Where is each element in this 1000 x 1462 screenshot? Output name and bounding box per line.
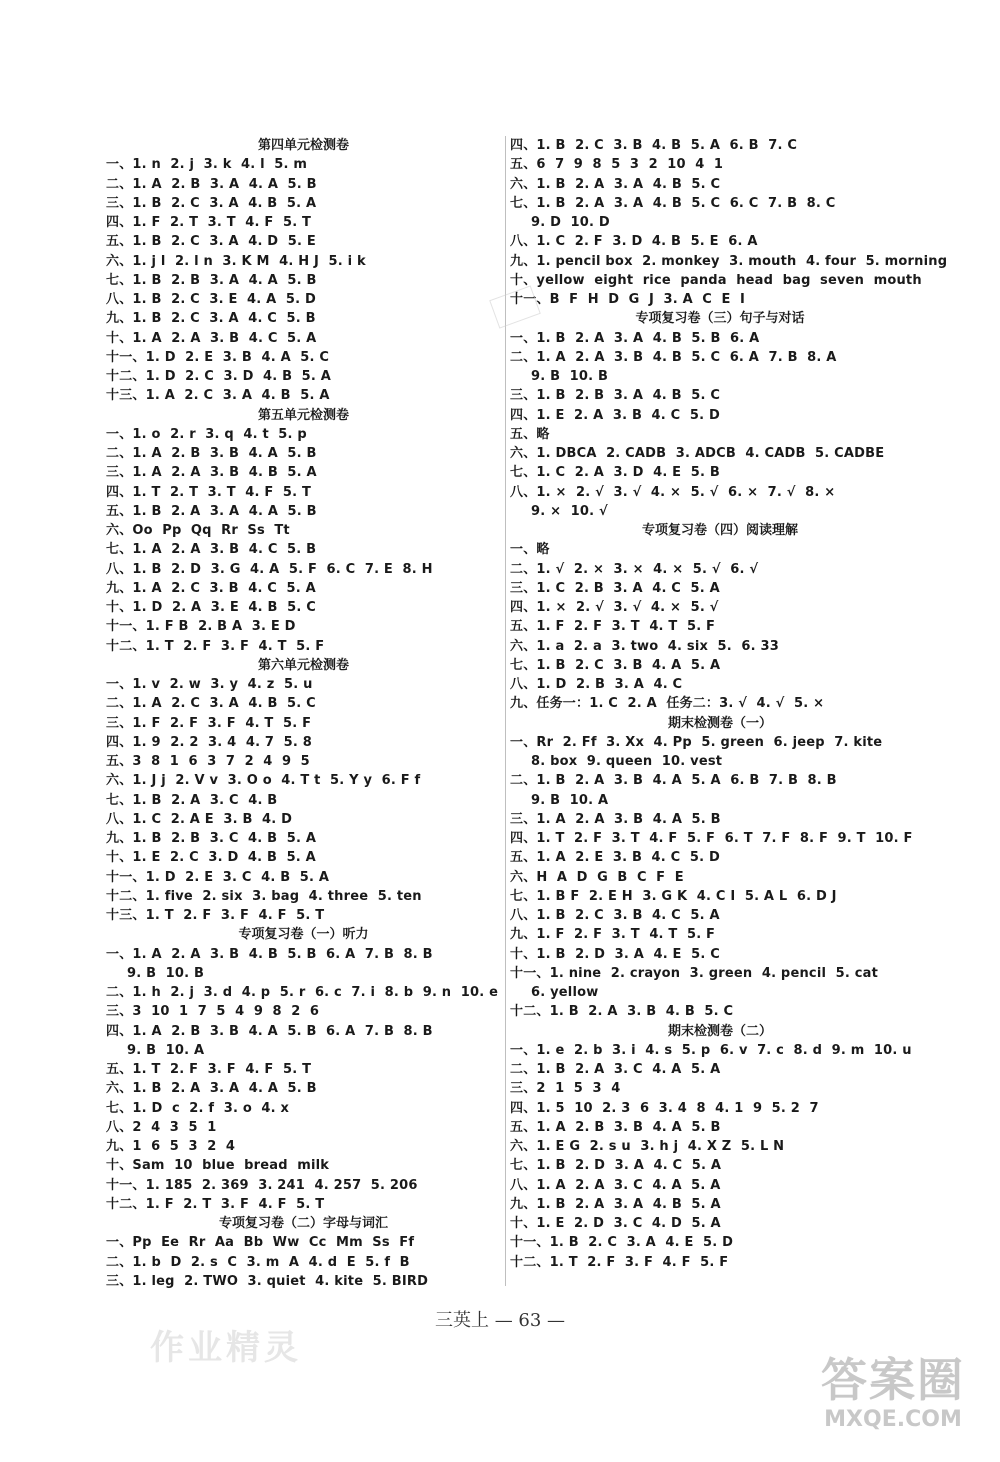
answer-line: 八、1. C 2. A E 3. B 4. D <box>106 811 293 827</box>
answer-line: 二、1. B 2. A 3. C 4. A 5. A <box>510 1062 721 1077</box>
answer-line: 十、1. B 2. D 3. A 4. E 5. C <box>510 946 720 962</box>
answer-line: 三、3 10 1 7 5 4 9 8 2 6 <box>106 1004 320 1020</box>
answer-line: 9. B 10. A <box>531 792 609 808</box>
answer-line: 七、1. D c 2. f 3. o 4. x <box>106 1100 290 1116</box>
answer-line: 一、1. A 2. A 3. B 4. B 5. B 6. A 7. B 8. B <box>106 946 433 962</box>
answer-line: 五、1. B 2. C 3. A 4. D 5. E <box>106 234 316 250</box>
section-title: 期末检测卷（二） <box>667 1023 772 1039</box>
answer-line: 九、1. B 2. C 3. A 4. C 5. B <box>106 311 316 327</box>
answer-line: 9. × 10. √ <box>531 503 608 519</box>
answer-line: 五、1. F 2. F 3. T 4. T 5. F <box>510 619 716 635</box>
answer-line: 一、1. B 2. A 3. A 4. B 5. B 6. A <box>510 330 760 346</box>
page-number: — 63 — <box>494 1310 566 1331</box>
answer-line: 一、略 <box>510 542 550 558</box>
answer-line: 十一、B F H D G J 3. A C E I <box>510 292 746 307</box>
answer-line: 二、1. A 2. B 3. B 4. A 5. B <box>106 446 317 461</box>
answer-line: 八、1. C 2. F 3. D 4. B 5. E 6. A <box>510 234 758 250</box>
answer-line: 九、1. B 2. B 3. C 4. B 5. A <box>106 831 317 846</box>
answer-line: 六、1. j l 2. l n 3. K M 4. H J 5. i k <box>106 253 366 269</box>
answer-line: 四、1. A 2. B 3. B 4. A 5. B 6. A 7. B 8. B <box>106 1023 433 1039</box>
answer-line: 三、1. B 2. C 3. A 4. B 5. A <box>106 195 317 211</box>
answer-line: 三、1. F 2. F 3. F 4. T 5. F <box>106 715 312 731</box>
answer-line: 八、1. B 2. C 3. B 4. C 5. A <box>510 908 720 923</box>
left-answer-column <box>106 136 501 1291</box>
answer-line: 十二、1. T 2. F 3. F 4. F 5. F <box>510 1254 729 1270</box>
answer-line: 二、1. b D 2. s C 3. m A 4. d E 5. f B <box>106 1254 410 1270</box>
answer-line: 9. B 10. B <box>531 369 609 384</box>
answer-line: 五、1. T 2. F 3. F 4. F 5. T <box>106 1062 312 1077</box>
answer-line: 8. box 9. queen 10. vest <box>531 754 723 769</box>
section-title: 第五单元检测卷 <box>257 407 349 423</box>
answer-line: 十、1. E 2. C 3. D 4. B 5. A <box>106 850 316 866</box>
answer-line: 九、1. A 2. C 3. B 4. C 5. A <box>106 580 316 596</box>
answer-line: 五、6 7 9 8 5 3 2 10 4 1 <box>510 157 724 173</box>
answer-line: 四、1. E 2. A 3. B 4. C 5. D <box>510 407 720 423</box>
answer-line: 十一、1. D 2. E 3. C 4. B 5. A <box>106 869 330 885</box>
answer-line: 四、1. T 2. T 3. T 4. F 5. T <box>106 484 312 500</box>
answer-line: 十、1. D 2. A 3. E 4. B 5. C <box>106 600 316 615</box>
answer-line: 五、1. A 2. E 3. B 4. C 5. D <box>510 850 720 866</box>
answer-line: 一、1. v 2. w 3. y 4. z 5. u <box>106 677 313 692</box>
answer-line: 六、1. E G 2. s u 3. h j 4. X Z 5. L N <box>510 1139 785 1154</box>
answer-line: 九、1. F 2. F 3. T 4. T 5. F <box>510 927 716 943</box>
answer-line: 五、略 <box>510 426 550 442</box>
answer-line: 七、1. B F 2. E H 3. G K 4. C I 5. A L 6. D J <box>510 888 837 904</box>
answer-line: 四、1. 9 2. 2 3. 4 4. 7 5. 8 <box>106 734 312 750</box>
right-answer-column <box>510 136 948 1272</box>
footer-label: 三英上 <box>434 1310 489 1331</box>
answer-line: 五、3 8 1 6 3 7 2 4 9 5 <box>106 754 310 769</box>
answer-line: 一、Pp Ee Rr Aa Bb Ww Cc Mm Ss Ff <box>106 1235 415 1251</box>
section-title: 专项复习卷（三）句子与对话 <box>635 311 805 327</box>
section-title: 第四单元检测卷 <box>257 138 349 153</box>
answer-line: 十一、1. nine 2. crayon 3. green 4. pencil 5. cat <box>510 965 878 981</box>
answer-line: 五、1. A 2. B 3. B 4. A 5. B <box>510 1119 721 1135</box>
answer-line: 七、1. B 2. D 3. A 4. C 5. A <box>510 1158 722 1174</box>
answer-line: 六、1. DBCA 2. CADB 3. ADCB 4. CADB 5. CADBE <box>510 446 885 461</box>
answer-line: 四、1. B 2. C 3. B 4. B 5. A 6. B 7. C <box>510 138 798 153</box>
answer-line: 五、1. B 2. A 3. A 4. A 5. B <box>106 503 317 519</box>
answer-line: 八、1. B 2. C 3. E 4. A 5. D <box>106 292 316 307</box>
answer-line: 七、1. B 2. C 3. B 4. A 5. A <box>510 657 721 673</box>
answer-line: 十三、1. A 2. C 3. A 4. B 5. A <box>106 388 330 404</box>
answer-line: 八、1. × 2. √ 3. √ 4. × 5. √ 6. × 7. √ 8. × <box>510 484 836 500</box>
answer-line: 十一、1. 185 2. 369 3. 241 4. 257 5. 206 <box>106 1177 418 1193</box>
answer-line: 六、Oo Pp Qq Rr Ss Tt <box>106 523 290 538</box>
answer-line: 九、1. B 2. A 3. A 4. B 5. A <box>510 1196 721 1212</box>
section-title: 期末检测卷（一） <box>667 715 772 731</box>
answer-line: 十一、1. F B 2. B A 3. E D <box>106 619 296 635</box>
answer-line: 十二、1. five 2. six 3. bag 4. three 5. ten <box>106 888 422 904</box>
answer-line: 十、1. A 2. A 3. B 4. C 5. A <box>106 330 317 346</box>
answer-line: 六、1. a 2. a 3. two 4. six 5. 6. 33 <box>510 638 779 654</box>
watermark-text: 作业精灵 <box>150 1328 302 1368</box>
answer-line: 9. B 10. A <box>127 1042 205 1058</box>
answer-line: 一、Rr 2. Ff 3. Xx 4. Pp 5. green 6. jeep 7. kite <box>510 734 883 750</box>
answer-line: 七、1. A 2. A 3. B 4. C 5. B <box>106 542 317 558</box>
answer-line: 六、1. J j 2. V v 3. O o 4. T t 5. Y y 6. F f <box>106 773 421 789</box>
answer-line: 三、1. B 2. B 3. A 4. B 5. C <box>510 388 721 404</box>
answer-line: 十、Sam 10 blue bread milk <box>106 1158 330 1174</box>
answer-line: 六、H A D G B C F E <box>510 869 684 885</box>
section-title: 专项复习卷（二）字母与词汇 <box>218 1216 388 1231</box>
site-watermark <box>798 1354 988 1444</box>
answer-line: 二、1. A 2. C 3. A 4. B 5. C <box>106 696 316 712</box>
answer-line: 三、1. A 2. A 3. B 4. A 5. B <box>510 811 721 827</box>
answer-line: 十二、1. T 2. F 3. F 4. T 5. F <box>106 638 325 654</box>
answer-line: 二、1. A 2. B 3. A 4. A 5. B <box>106 176 317 192</box>
section-title: 第六单元检测卷 <box>257 657 349 673</box>
answer-line: 9. D 10. D <box>531 215 610 230</box>
answer-line: 十三、1. T 2. F 3. F 4. F 5. T <box>106 908 325 923</box>
answer-line: 八、1. A 2. A 3. C 4. A 5. A <box>510 1177 721 1193</box>
answer-line: 十一、1. D 2. E 3. B 4. A 5. C <box>106 349 330 365</box>
answer-line: 三、1. C 2. B 3. A 4. C 5. A <box>510 580 720 596</box>
answer-line: 二、1. A 2. A 3. B 4. B 5. C 6. A 7. B 8. A <box>510 349 837 365</box>
section-title: 专项复习卷（四）阅读理解 <box>641 523 798 538</box>
answer-line: 6. yellow <box>531 985 599 1000</box>
section-title: 专项复习卷（一）听力 <box>238 927 369 943</box>
answer-line: 七、1. B 2. A 3. C 4. B <box>106 792 278 808</box>
answer-line: 十二、1. F 2. T 3. F 4. F 5. T <box>106 1196 325 1212</box>
answer-line: 一、1. e 2. b 3. i 4. s 5. p 6. v 7. c 8. d 9. m 10. u <box>510 1042 912 1058</box>
answer-line: 四、1. F 2. T 3. T 4. F 5. T <box>106 215 312 230</box>
answer-line: 六、1. B 2. A 3. A 4. A 5. B <box>106 1081 317 1097</box>
answer-line: 十二、1. B 2. A 3. B 4. B 5. C <box>510 1004 734 1020</box>
answer-line: 一、1. n 2. j 3. k 4. l 5. m <box>106 157 308 173</box>
watermark-url: MXQE.COM <box>824 1407 962 1432</box>
answer-line: 三、1. A 2. A 3. B 4. B 5. A <box>106 465 317 481</box>
answer-line: 八、1. D 2. B 3. A 4. C <box>510 677 683 692</box>
answer-line: 九、任务一：1. C 2. A 任务二：3. √ 4. √ 5. × <box>510 696 825 712</box>
answer-line: 三、1. leg 2. TWO 3. quiet 4. kite 5. BIRD <box>106 1273 429 1289</box>
answer-line: 十二、1. D 2. C 3. D 4. B 5. A <box>106 369 332 384</box>
answer-line: 四、1. × 2. √ 3. √ 4. × 5. √ <box>510 600 719 615</box>
answer-line: 二、1. B 2. A 3. B 4. A 5. A 6. B 7. B 8. B <box>510 773 837 789</box>
answer-line: 三、2 1 5 3 4 <box>510 1081 621 1097</box>
watermark-brand: 答案圈 <box>821 1353 965 1407</box>
answer-line: 七、1. C 2. A 3. D 4. E 5. B <box>510 465 720 481</box>
answer-line: 十、1. E 2. D 3. C 4. D 5. A <box>510 1216 721 1231</box>
answer-line: 九、1. pencil box 2. monkey 3. mouth 4. four 5. morning <box>510 253 948 269</box>
answer-line: 七、1. B 2. B 3. A 4. A 5. B <box>106 272 317 288</box>
answer-line: 四、1. T 2. F 3. T 4. F 5. F 6. T 7. F 8. F 9. T 10. F <box>510 831 913 846</box>
answer-line: 八、2 4 3 5 1 <box>106 1119 217 1135</box>
answer-line: 一、1. o 2. r 3. q 4. t 5. p <box>106 426 307 442</box>
answer-line: 八、1. B 2. D 3. G 4. A 5. F 6. C 7. E 8. H <box>106 561 433 577</box>
answer-line: 九、1 6 5 3 2 4 <box>106 1139 236 1154</box>
answer-line: 9. B 10. B <box>127 965 205 981</box>
answer-line: 四、1. 5 10 2. 3 6 3. 4 8 4. 1 9 5. 2 7 <box>510 1100 819 1116</box>
answer-line: 二、1. √ 2. × 3. × 4. × 5. √ 6. √ <box>510 561 759 577</box>
answer-line: 二、1. h 2. j 3. d 4. p 5. r 6. c 7. i 8. b 9. n 10. e <box>106 985 499 1000</box>
answer-line: 十、yellow eight rice panda head bag seven mouth <box>510 272 922 288</box>
answer-line: 十一、1. B 2. C 3. A 4. E 5. D <box>510 1235 734 1251</box>
answer-line: 七、1. B 2. A 3. A 4. B 5. C 6. C 7. B 8. C <box>510 195 836 211</box>
answer-line: 六、1. B 2. A 3. A 4. B 5. C <box>510 176 721 192</box>
